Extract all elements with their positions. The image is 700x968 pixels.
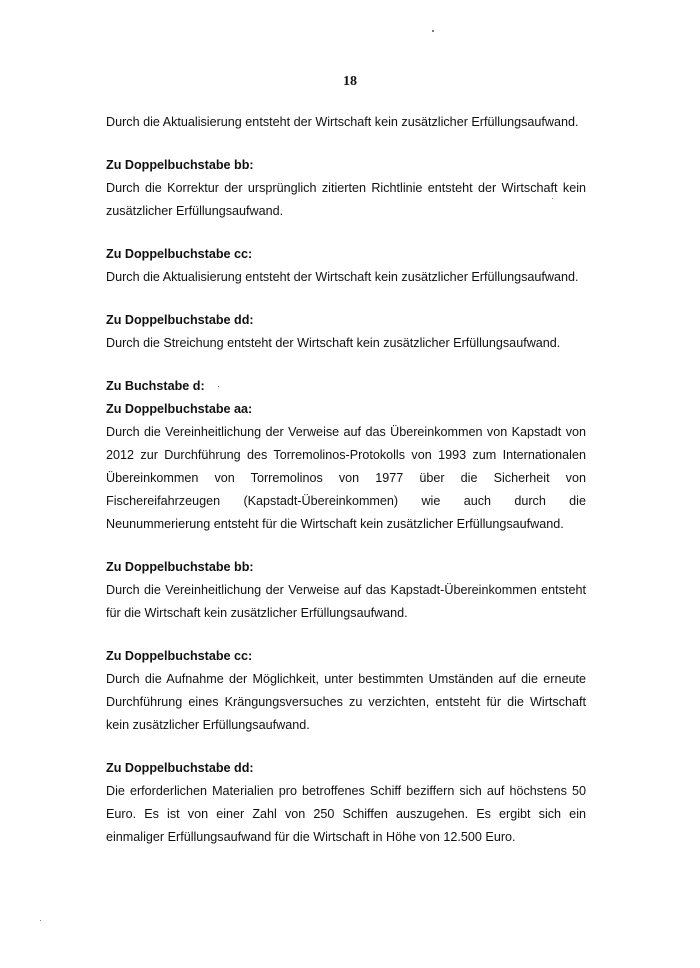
section-heading: Zu Buchstabe d: (106, 379, 205, 393)
section-subheading: Zu Doppelbuchstabe aa: (106, 402, 253, 416)
paragraph: Durch die Aufnahme der Möglichkeit, unter bestimmten Umständen auf die erneute Durchführung eines Krängungsversuches zu verzichten, entsteht für die Wirtschaft kein zusätzlicher Erfüllungsaufwand. (106, 672, 586, 732)
scan-speck (218, 386, 219, 387)
paragraph: Durch die Vereinheitlichung der Verweise auf das Kapstadt-Übereinkommen entsteht für die Wirtschaft kein zusätzlicher Erfüllungsaufwand. (106, 583, 586, 620)
paragraph: Durch die Vereinheitlichung der Verweise auf das Übereinkommen von Kapstadt von 2012 zur Durchführung des Torremolinos-Protokolls von 1993 zum Internationalen Übereinkommen von Torremolinos von 1977 über die Sicherheit von Fischereifahrzeugen (Kapstadt-Übereinkommen) wie auch durch die Neunummerierung entsteht für die Wirtschaft kein zusätzlicher Erfüllungsaufwand. (106, 425, 586, 531)
section-heading: Zu Doppelbuchstabe bb: (106, 158, 254, 172)
section-heading: Zu Doppelbuchstabe dd: (106, 761, 254, 775)
scan-speck (552, 198, 553, 199)
section-heading: Zu Doppelbuchstabe bb: (106, 560, 254, 574)
paragraph: Die erforderlichen Materialien pro betroffenes Schiff beziffern sich auf höchstens 50 Euro. Es ist von einer Zahl von 250 Schiffen auszugehen. Es ergibt sich ein einmaliger Erfüllungsaufwand für die Wirtschaft in Höhe von 12.500 Euro. (106, 784, 586, 844)
section-heading: Zu Doppelbuchstabe cc: (106, 247, 253, 261)
document-body (106, 111, 586, 849)
page-number: 18 (343, 74, 357, 89)
scan-speck (40, 920, 41, 921)
paragraph: Durch die Streichung entsteht der Wirtschaft kein zusätzlicher Erfüllungsaufwand. (106, 336, 561, 350)
scan-speck (432, 30, 434, 32)
section-heading: Zu Doppelbuchstabe dd: (106, 313, 254, 327)
paragraph: Durch die Aktualisierung entsteht der Wirtschaft kein zusätzlicher Erfüllungsaufwand. (106, 115, 579, 129)
paragraph: Durch die Korrektur der ursprünglich zitierten Richtlinie entsteht der Wirtschaft kein zusätzlicher Erfüllungsaufwand. (106, 181, 586, 218)
section-heading: Zu Doppelbuchstabe cc: (106, 649, 253, 663)
paragraph: Durch die Aktualisierung entsteht der Wirtschaft kein zusätzlicher Erfüllungsaufwand. (106, 270, 579, 284)
